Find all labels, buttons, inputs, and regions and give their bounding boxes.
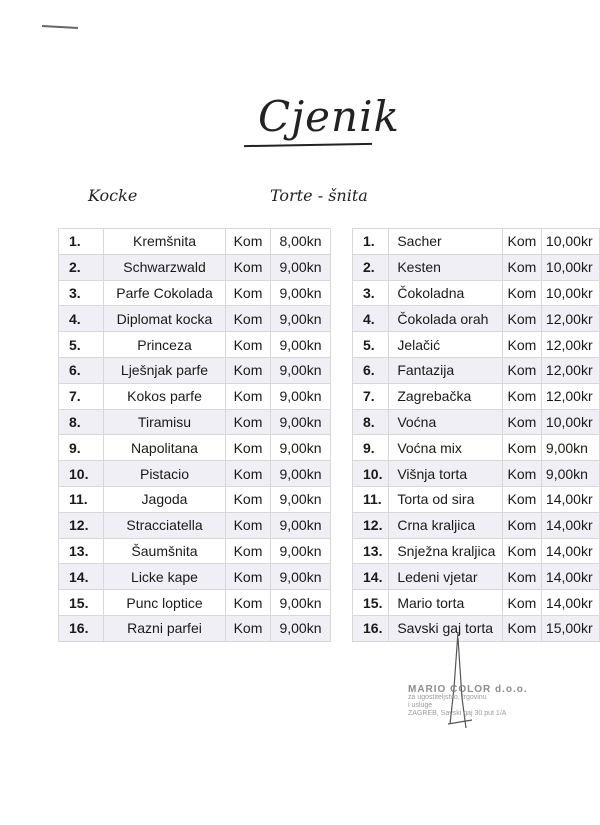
- item-unit: Kom: [502, 383, 541, 409]
- item-number: 16.: [353, 615, 389, 641]
- item-name: Schwarzwald: [104, 254, 226, 280]
- item-number: 12.: [353, 512, 389, 538]
- table-row: [353, 383, 600, 409]
- stamp-company-name: MARIO COLOR d.o.o.: [408, 684, 528, 695]
- table-row: [353, 306, 600, 332]
- price-table-kocke: [58, 228, 331, 642]
- item-price: 14,00kr: [541, 486, 599, 512]
- item-name: Kesten: [389, 254, 503, 280]
- table-row: [353, 254, 600, 280]
- table-row: [353, 512, 600, 538]
- item-price: 12,00kr: [541, 332, 599, 358]
- table-row: [353, 564, 600, 590]
- item-name: Snježna kraljica: [389, 538, 503, 564]
- table-row: [59, 357, 331, 383]
- item-price: 14,00kr: [541, 564, 599, 590]
- item-price: 9,00kn: [271, 615, 331, 641]
- item-unit: Kom: [502, 615, 541, 641]
- item-number: 4.: [353, 306, 389, 332]
- table-row: [59, 229, 331, 255]
- item-unit: Kom: [502, 435, 541, 461]
- item-price: 15,00kr: [541, 615, 599, 641]
- item-number: 11.: [353, 486, 389, 512]
- item-number: 14.: [59, 564, 104, 590]
- table-row: [59, 254, 331, 280]
- stamp-line-1: za ugostiteljstvo, trgovinu: [408, 694, 487, 701]
- table-row: [59, 332, 331, 358]
- item-unit: Kom: [226, 229, 271, 255]
- item-name: Licke kape: [104, 564, 226, 590]
- item-number: 4.: [59, 306, 104, 332]
- item-price: 9,00kn: [271, 564, 331, 590]
- page-title: Cjenik: [258, 92, 400, 141]
- section-label-kocke: Kocke: [88, 186, 138, 205]
- item-number: 13.: [59, 538, 104, 564]
- table-row: [353, 590, 600, 616]
- item-unit: Kom: [502, 512, 541, 538]
- item-number: 2.: [353, 254, 389, 280]
- item-number: 15.: [353, 590, 389, 616]
- item-name: Mario torta: [389, 590, 503, 616]
- item-price: 9,00kn: [271, 383, 331, 409]
- item-unit: Kom: [502, 254, 541, 280]
- item-unit: Kom: [226, 332, 271, 358]
- table-row: [353, 486, 600, 512]
- stamp-line-3: ZAGREB, Savski gaj 30 put 1/A: [408, 710, 507, 717]
- table-row: [59, 280, 331, 306]
- item-number: 9.: [59, 435, 104, 461]
- item-number: 3.: [59, 280, 104, 306]
- item-unit: Kom: [502, 306, 541, 332]
- item-unit: Kom: [226, 306, 271, 332]
- item-unit: Kom: [502, 357, 541, 383]
- table-row: [59, 590, 331, 616]
- item-price: 10,00kr: [541, 229, 599, 255]
- item-price: 10,00kr: [541, 280, 599, 306]
- table-row: [59, 306, 331, 332]
- item-unit: Kom: [502, 461, 541, 487]
- item-unit: Kom: [226, 409, 271, 435]
- item-price: 9,00kn: [271, 486, 331, 512]
- table-row: [353, 229, 600, 255]
- item-name: Crna kraljica: [389, 512, 503, 538]
- item-price: 9,00kn: [271, 461, 331, 487]
- item-unit: Kom: [502, 280, 541, 306]
- item-number: 10.: [353, 461, 389, 487]
- item-number: 15.: [59, 590, 104, 616]
- item-name: Stracciatella: [104, 512, 226, 538]
- item-price: 9,00kn: [271, 590, 331, 616]
- title-underline: [244, 143, 372, 147]
- table-row: [353, 409, 600, 435]
- item-number: 16.: [59, 615, 104, 641]
- item-name: Parfe Cokolada: [104, 280, 226, 306]
- table-row: [59, 409, 331, 435]
- table-row: [59, 512, 331, 538]
- scan-mark: [42, 25, 78, 29]
- item-name: Jagoda: [104, 486, 226, 512]
- item-unit: Kom: [226, 590, 271, 616]
- item-price: 9,00kn: [271, 538, 331, 564]
- item-unit: Kom: [226, 564, 271, 590]
- item-name: Diplomat kocka: [104, 306, 226, 332]
- table-row: [59, 383, 331, 409]
- item-number: 6.: [353, 357, 389, 383]
- item-number: 9.: [353, 435, 389, 461]
- item-price: 9,00kn: [271, 280, 331, 306]
- item-price: 9,00kn: [271, 254, 331, 280]
- item-number: 8.: [353, 409, 389, 435]
- item-unit: Kom: [226, 254, 271, 280]
- table-row: [353, 357, 600, 383]
- price-table-torte: [352, 228, 600, 642]
- item-name: Jelačić: [389, 332, 503, 358]
- item-number: 12.: [59, 512, 104, 538]
- item-number: 5.: [59, 332, 104, 358]
- item-price: 14,00kr: [541, 590, 599, 616]
- table-row: [59, 538, 331, 564]
- item-name: Napolitana: [104, 435, 226, 461]
- item-price: 12,00kr: [541, 306, 599, 332]
- item-price: 14,00kr: [541, 512, 599, 538]
- item-unit: Kom: [226, 486, 271, 512]
- item-price: 10,00kr: [541, 409, 599, 435]
- signature-mark: [428, 628, 488, 738]
- item-name: Lješnjak parfe: [104, 357, 226, 383]
- item-number: 13.: [353, 538, 389, 564]
- item-number: 1.: [59, 229, 104, 255]
- item-number: 8.: [59, 409, 104, 435]
- item-unit: Kom: [226, 538, 271, 564]
- item-price: 10,00kr: [541, 254, 599, 280]
- item-name: Razni parfei: [104, 615, 226, 641]
- item-price: 12,00kr: [541, 357, 599, 383]
- stamp-line-2: i usluge: [408, 702, 433, 709]
- item-name: Kremšnita: [104, 229, 226, 255]
- item-price: 8,00kn: [271, 229, 331, 255]
- item-unit: Kom: [226, 512, 271, 538]
- item-number: 14.: [353, 564, 389, 590]
- item-name: Torta od sira: [389, 486, 503, 512]
- item-unit: Kom: [502, 538, 541, 564]
- item-name: Čokoladna: [389, 280, 503, 306]
- item-name: Šaumšnita: [104, 538, 226, 564]
- table-row: [59, 486, 331, 512]
- item-unit: Kom: [502, 229, 541, 255]
- table-row: [353, 538, 600, 564]
- table-row: [353, 461, 600, 487]
- item-unit: Kom: [226, 435, 271, 461]
- item-name: Voćna: [389, 409, 503, 435]
- item-number: 1.: [353, 229, 389, 255]
- item-price: 9,00kn: [541, 461, 599, 487]
- item-number: 10.: [59, 461, 104, 487]
- table-row: [59, 461, 331, 487]
- item-name: Princeza: [104, 332, 226, 358]
- item-number: 7.: [59, 383, 104, 409]
- item-unit: Kom: [502, 590, 541, 616]
- item-unit: Kom: [226, 615, 271, 641]
- item-name: Fantazija: [389, 357, 503, 383]
- item-name: Savski gaj torta: [389, 615, 503, 641]
- item-number: 3.: [353, 280, 389, 306]
- item-unit: Kom: [226, 383, 271, 409]
- section-label-torte: Torte - šnita: [270, 186, 368, 205]
- item-unit: Kom: [226, 461, 271, 487]
- item-number: 2.: [59, 254, 104, 280]
- table-row: [353, 280, 600, 306]
- item-price: 9,00kn: [271, 409, 331, 435]
- item-price: 9,00kn: [271, 306, 331, 332]
- table-row: [59, 564, 331, 590]
- item-unit: Kom: [226, 280, 271, 306]
- item-unit: Kom: [502, 486, 541, 512]
- table-row: [353, 435, 600, 461]
- table-row: [59, 615, 331, 641]
- item-number: 7.: [353, 383, 389, 409]
- item-number: 11.: [59, 486, 104, 512]
- item-unit: Kom: [502, 564, 541, 590]
- item-price: 9,00kn: [271, 512, 331, 538]
- table-row: [59, 435, 331, 461]
- item-name: Pistacio: [104, 461, 226, 487]
- item-number: 6.: [59, 357, 104, 383]
- item-name: Punc loptice: [104, 590, 226, 616]
- item-name: Čokolada orah: [389, 306, 503, 332]
- item-price: 14,00kr: [541, 538, 599, 564]
- item-price: 9,00kn: [271, 435, 331, 461]
- item-name: Sacher: [389, 229, 503, 255]
- item-number: 5.: [353, 332, 389, 358]
- item-name: Tiramisu: [104, 409, 226, 435]
- item-name: Višnja torta: [389, 461, 503, 487]
- table-row: [353, 332, 600, 358]
- item-unit: Kom: [502, 332, 541, 358]
- item-name: Zagrebačka: [389, 383, 503, 409]
- item-unit: Kom: [226, 357, 271, 383]
- item-name: Kokos parfe: [104, 383, 226, 409]
- item-price: 9,00kn: [541, 435, 599, 461]
- item-price: 9,00kn: [271, 357, 331, 383]
- item-price: 12,00kr: [541, 383, 599, 409]
- item-name: Ledeni vjetar: [389, 564, 503, 590]
- item-name: Voćna mix: [389, 435, 503, 461]
- company-stamp: [408, 686, 548, 718]
- item-price: 9,00kn: [271, 332, 331, 358]
- item-unit: Kom: [502, 409, 541, 435]
